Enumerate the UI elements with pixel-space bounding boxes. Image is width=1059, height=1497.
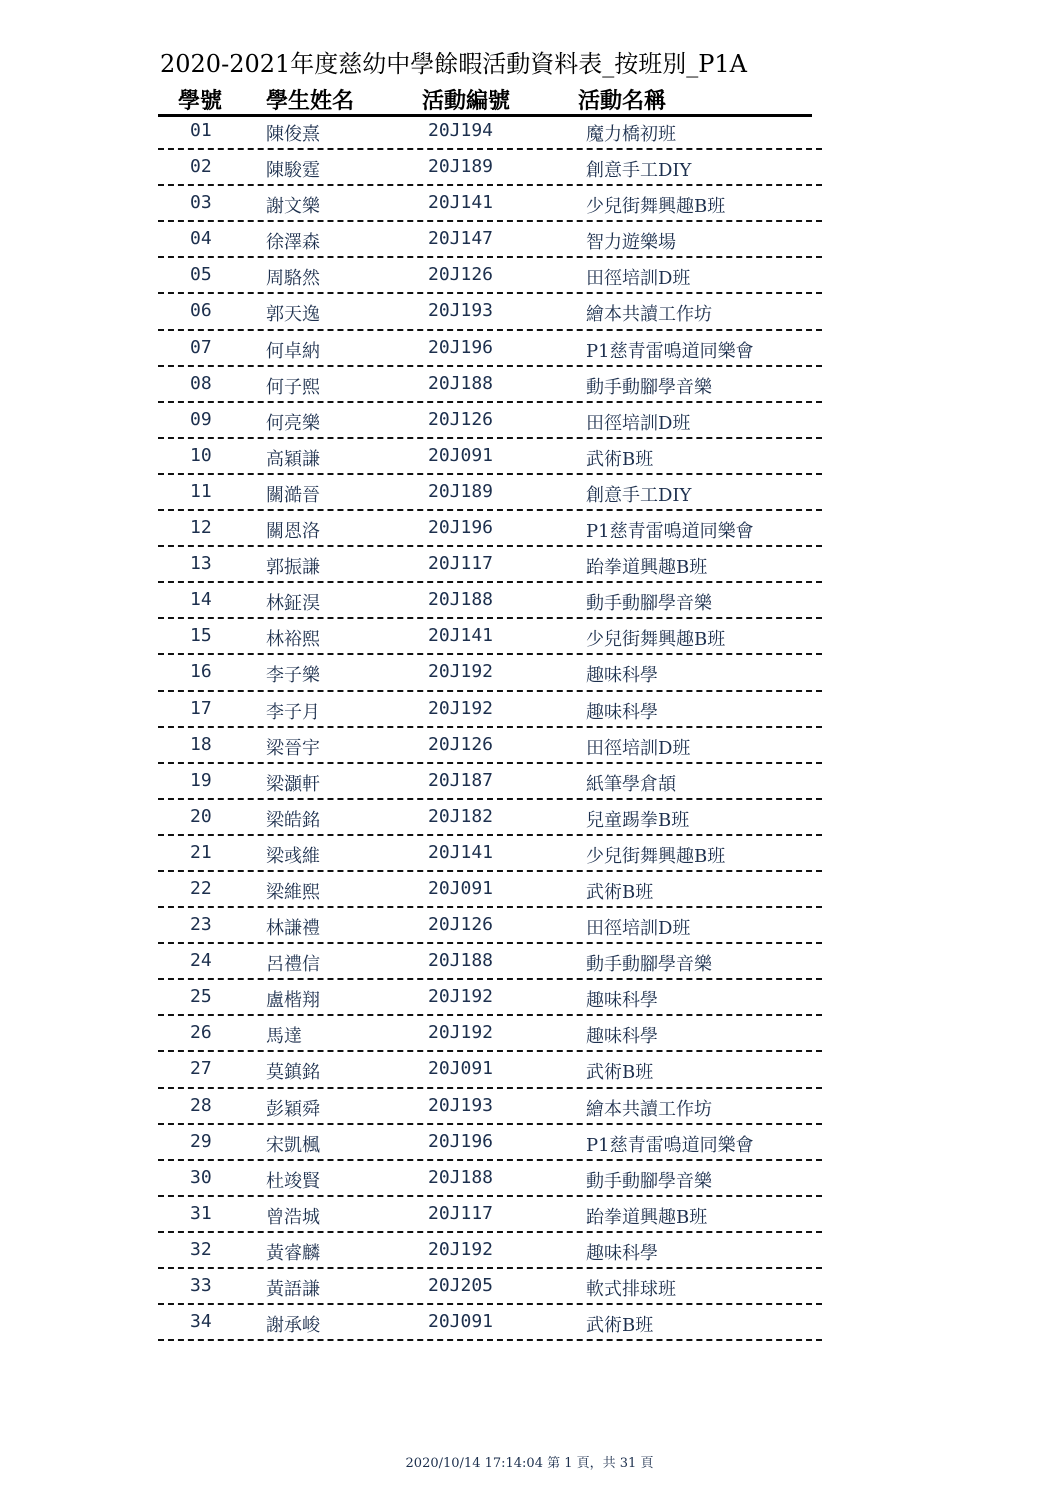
activity-name-cell: 趣味科學	[586, 1242, 658, 1264]
student-no-cell: 18	[190, 733, 212, 755]
activity-code-cell: 20J141	[428, 841, 494, 863]
header-student-no: 學號	[178, 89, 223, 114]
activity-name-cell: 魔力橋初班	[586, 124, 676, 145]
table-row	[158, 619, 822, 655]
student-name-cell: 黃睿麟	[266, 1242, 320, 1264]
activity-code-cell: 20J126	[428, 264, 494, 286]
activity-code-cell: 20J141	[428, 625, 494, 647]
student-no-cell: 13	[190, 553, 212, 575]
table-row	[158, 331, 822, 367]
activity-name-cell: 田徑培訓D班	[586, 268, 691, 290]
student-name-cell: 高穎謙	[266, 448, 320, 470]
activity-code-cell: 20J126	[428, 408, 494, 430]
activity-code-cell: 20J188	[428, 950, 494, 972]
student-no-cell: 15	[190, 625, 212, 647]
student-name-cell: 何子熙	[266, 376, 320, 398]
student-no-cell: 16	[190, 661, 212, 683]
activity-code-cell: 20J192	[428, 697, 494, 719]
student-name-cell: 李子樂	[266, 665, 320, 687]
activity-code-cell: 20J182	[428, 805, 494, 827]
table-row	[158, 908, 822, 944]
activity-code-cell: 20J091	[428, 444, 494, 466]
student-name-cell: 何亮樂	[266, 412, 320, 434]
activity-name-cell: P1慈青雷鳴道同樂會	[586, 340, 754, 362]
activity-code-cell: 20J193	[428, 1094, 494, 1116]
activity-name-cell: 跆拳道興趣B班	[586, 1206, 708, 1228]
student-no-cell: 19	[190, 769, 212, 791]
student-no-cell: 33	[190, 1275, 212, 1296]
table-row	[158, 367, 822, 403]
activity-name-cell: 武術B班	[586, 1062, 654, 1084]
student-name-cell: 梁維熙	[266, 881, 320, 903]
header-student-name: 學生姓名	[266, 89, 355, 114]
activity-name-cell: 動手動腳學音樂	[586, 593, 712, 615]
student-no-cell: 23	[190, 914, 212, 936]
activity-name-cell: 趣味科學	[586, 665, 658, 687]
activity-name-cell: 少兒街舞興趣B班	[586, 845, 726, 867]
student-name-cell: 關恩洛	[266, 521, 320, 543]
table-row	[158, 1197, 822, 1233]
table-row	[158, 980, 822, 1016]
activity-name-cell: 田徑培訓D班	[586, 918, 691, 940]
student-name-cell: 郭天逸	[266, 304, 320, 326]
activity-name-cell: 趣味科學	[586, 1026, 658, 1048]
header-activity-name: 活動名稱	[578, 89, 667, 114]
student-name-cell: 郭振謙	[266, 557, 320, 579]
student-name-cell: 梁晉宇	[266, 737, 320, 759]
student-no-cell: 14	[190, 589, 212, 611]
activity-name-cell: 紙筆學倉頡	[586, 773, 676, 795]
header-activity-code: 活動編號	[422, 89, 511, 114]
student-name-cell: 黃語謙	[266, 1279, 320, 1300]
activity-code-cell: 20J091	[428, 1311, 494, 1333]
activity-name-cell: P1慈青雷鳴道同樂會	[586, 1134, 754, 1156]
activity-code-cell: 20J091	[428, 877, 494, 899]
activity-code-cell: 20J188	[428, 589, 494, 611]
student-name-cell: 李子月	[266, 701, 320, 723]
activity-name-cell: 動手動腳學音樂	[586, 376, 712, 398]
table-row	[158, 1269, 822, 1305]
student-no-cell: 17	[190, 697, 212, 719]
student-no-cell: 02	[190, 156, 212, 178]
student-no-cell: 08	[190, 372, 212, 394]
table-body	[158, 114, 822, 1341]
activity-name-cell: 趣味科學	[586, 990, 658, 1012]
table-row	[158, 403, 822, 439]
activity-name-cell: 動手動腳學音樂	[586, 1170, 712, 1192]
table-row	[158, 1052, 822, 1088]
student-no-cell: 06	[190, 300, 212, 322]
table-row	[158, 655, 822, 691]
student-name-cell: 梁灝軒	[266, 773, 320, 795]
activity-name-cell: 少兒街舞興趣B班	[586, 629, 726, 651]
student-no-cell: 22	[190, 877, 212, 899]
activity-code-cell: 20J192	[428, 1238, 494, 1260]
student-no-cell: 26	[190, 1022, 212, 1044]
student-no-cell: 20	[190, 805, 212, 827]
table-row	[158, 511, 822, 547]
table-row	[158, 475, 822, 511]
student-name-cell: 周駱然	[266, 268, 320, 290]
activity-code-cell: 20J126	[428, 733, 494, 755]
table-row	[158, 872, 822, 908]
student-name-cell: 梁彧維	[266, 845, 320, 867]
activity-name-cell: 繪本共讀工作坊	[586, 304, 712, 326]
page-title: 2020-2021年度慈幼中學餘暇活動資料表_按班別_P1A	[160, 50, 748, 78]
activity-code-cell: 20J189	[428, 156, 494, 178]
table-row	[158, 186, 822, 222]
student-name-cell: 曾浩城	[266, 1206, 320, 1228]
activity-name-cell: 兒童踢拳B班	[586, 809, 690, 831]
student-no-cell: 11	[190, 480, 212, 502]
student-name-cell: 宋凱楓	[266, 1134, 320, 1156]
student-no-cell: 27	[190, 1058, 212, 1080]
table-row	[158, 800, 822, 836]
activity-name-cell: 智力遊樂場	[586, 232, 676, 254]
activity-code-cell: 20J141	[428, 192, 494, 214]
activity-code-cell: 20J205	[428, 1275, 494, 1296]
student-name-cell: 徐澤森	[266, 232, 320, 254]
activity-name-cell: 趣味科學	[586, 701, 658, 723]
student-no-cell: 10	[190, 444, 212, 466]
table-header	[158, 84, 812, 117]
student-name-cell: 馬達	[266, 1026, 302, 1048]
student-no-cell: 07	[190, 336, 212, 358]
activity-code-cell: 20J192	[428, 661, 494, 683]
table-row	[158, 1016, 822, 1052]
student-no-cell: 09	[190, 408, 212, 430]
activity-name-cell: 創意手工DIY	[586, 160, 692, 182]
student-name-cell: 林鉦淏	[266, 593, 320, 615]
table-row	[158, 764, 822, 800]
table-row	[158, 1089, 822, 1125]
student-no-cell: 25	[190, 986, 212, 1008]
student-name-cell: 梁皓銘	[266, 809, 320, 831]
page-footer: 2020/10/14 17:14:04 第 1 頁，共 31 頁	[405, 1456, 654, 1471]
table-row	[158, 547, 822, 583]
activity-name-cell: 武術B班	[586, 1315, 654, 1337]
activity-code-cell: 20J192	[428, 1022, 494, 1044]
activity-code-cell: 20J193	[428, 300, 494, 322]
student-name-cell: 謝承峻	[266, 1315, 320, 1337]
student-no-cell: 04	[190, 228, 212, 250]
table-row	[158, 258, 822, 294]
student-no-cell: 01	[190, 120, 212, 141]
activity-name-cell: 武術B班	[586, 448, 654, 470]
student-name-cell: 關澔晉	[266, 484, 320, 506]
table-row	[158, 1161, 822, 1197]
student-name-cell: 陳駿霆	[266, 160, 320, 182]
table-row	[158, 222, 822, 258]
table-row	[158, 439, 822, 475]
student-no-cell: 34	[190, 1311, 212, 1333]
activity-name-cell: 少兒街舞興趣B班	[586, 196, 726, 218]
activity-code-cell: 20J194	[428, 120, 494, 141]
activity-name-cell: 田徑培訓D班	[586, 737, 691, 759]
table-row	[158, 836, 822, 872]
activity-name-cell: 動手動腳學音樂	[586, 954, 712, 976]
activity-code-cell: 20J196	[428, 517, 494, 539]
activity-name-cell: P1慈青雷鳴道同樂會	[586, 521, 754, 543]
table-row	[158, 1125, 822, 1161]
student-name-cell: 何卓納	[266, 340, 320, 362]
student-no-cell: 24	[190, 950, 212, 972]
student-name-cell: 盧楷翔	[266, 990, 320, 1012]
activity-code-cell: 20J196	[428, 1130, 494, 1152]
activity-name-cell: 創意手工DIY	[586, 484, 692, 506]
student-no-cell: 21	[190, 841, 212, 863]
table-row	[158, 728, 822, 764]
table-row	[158, 294, 822, 330]
activity-name-cell: 田徑培訓D班	[586, 412, 691, 434]
activity-code-cell: 20J091	[428, 1058, 494, 1080]
student-name-cell: 莫鎮銘	[266, 1062, 320, 1084]
activity-code-cell: 20J117	[428, 553, 494, 575]
activity-name-cell: 軟式排球班	[586, 1279, 676, 1300]
student-name-cell: 林謙禮	[266, 918, 320, 940]
student-name-cell: 謝文樂	[266, 196, 320, 218]
activity-code-cell: 20J187	[428, 769, 494, 791]
table-row	[158, 692, 822, 728]
student-no-cell: 32	[190, 1238, 212, 1260]
activity-code-cell: 20J126	[428, 914, 494, 936]
activity-code-cell: 20J192	[428, 986, 494, 1008]
student-no-cell: 05	[190, 264, 212, 286]
student-no-cell: 30	[190, 1166, 212, 1188]
student-name-cell: 林裕熙	[266, 629, 320, 651]
student-name-cell: 彭穎舜	[266, 1098, 320, 1120]
student-no-cell: 31	[190, 1202, 212, 1224]
table-row	[158, 1305, 822, 1341]
table-row	[158, 583, 822, 619]
activity-code-cell: 20J196	[428, 336, 494, 358]
student-no-cell: 29	[190, 1130, 212, 1152]
activity-code-cell: 20J117	[428, 1202, 494, 1224]
activity-code-cell: 20J188	[428, 372, 494, 394]
table-row	[158, 1233, 822, 1269]
student-no-cell: 28	[190, 1094, 212, 1116]
student-name-cell: 杜竣賢	[266, 1170, 320, 1192]
student-name-cell: 陳俊熹	[266, 124, 320, 145]
table-row	[158, 944, 822, 980]
activity-name-cell: 跆拳道興趣B班	[586, 557, 708, 579]
activity-code-cell: 20J147	[428, 228, 494, 250]
student-name-cell: 呂禮信	[266, 954, 320, 976]
student-no-cell: 03	[190, 192, 212, 214]
activity-name-cell: 武術B班	[586, 881, 654, 903]
student-no-cell: 12	[190, 517, 212, 539]
table-row	[158, 150, 822, 186]
activity-name-cell: 繪本共讀工作坊	[586, 1098, 712, 1120]
table-row	[158, 114, 822, 150]
activity-code-cell: 20J188	[428, 1166, 494, 1188]
activity-code-cell: 20J189	[428, 480, 494, 502]
